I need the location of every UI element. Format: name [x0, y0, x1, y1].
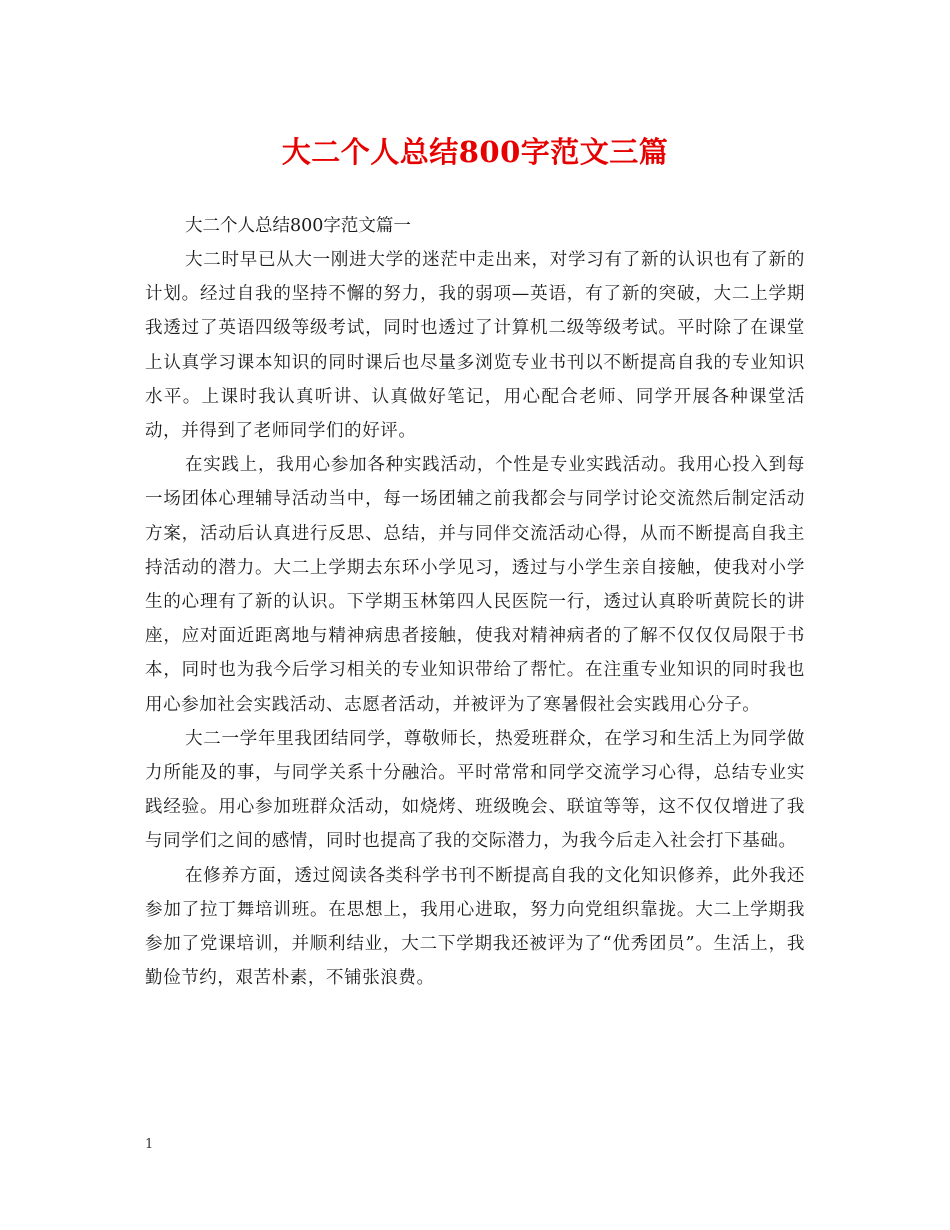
section-heading: 大二个人总结800字范文篇一: [185, 216, 411, 236]
paragraph: 在修养方面，透过阅读各类科学书刊不断提高自我的文化知识修养，此外我还参加了拉丁舞培训班。在思想上，我用心进取，努力向党组织靠拢。大二上学期我参加了党课培训，并顺利结业，大二下学期我还被评为了“优秀团员”。生活上，我勤俭节约，艰苦朴素，不铺张浪费。: [145, 865, 805, 989]
paragraph: 在实践上，我用心参加各种实践活动，个性是专业实践活动。我用心投入到每一场团体心理辅导活动当中，每一场团辅之前我都会与同学讨论交流然后制定活动方案，活动后认真进行反思、总结，并与同伴交流活动心得，从而不断提高自我主持活动的潜力。大二上学期去东环小学见习，透过与小学生亲自接触，使我对小学生的心理有了新的认识。下学期玉林第四人民医院一行，透过认真聆听黄院长的讲座，应对面近距离地与精神病患者接触，使我对精神病者的了解不仅仅仅局限于书本，同时也为我今后学习相关的专业知识带给了帮忙。在注重专业知识的同时我也用心参加社会实践活动、志愿者活动，并被评为了寒暑假社会实践用心分子。: [145, 455, 805, 715]
document-body: [145, 210, 805, 995]
document-title: 大二个人总结800字范文三篇: [281, 135, 669, 169]
page-number: 1: [145, 1137, 154, 1152]
paragraph: 大二时早已从大一刚进大学的迷茫中走出来，对学习有了新的认识也有了新的计划。经过自我的坚持不懈的努力，我的弱项—英语，有了新的突破，大二上学期我透过了英语四级等级考试，同时也透过了计算机二级等级考试。平时除了在课堂上认真学习课本知识的同时课后也尽量多浏览专业书刊以不断提高自我的专业知识水平。上课时我认真听讲、认真做好笔记，用心配合老师、同学开展各种课堂活动，并得到了老师同学们的好评。: [145, 250, 805, 442]
paragraph: 大二一学年里我团结同学，尊敬师长，热爱班群众，在学习和生活上为同学做力所能及的事，与同学关系十分融洽。平时常常和同学交流学习心得，总结专业实践经验。用心参加班群众活动，如烧烤、班级晚会、联谊等等，这不仅仅增进了我与同学们之间的感情，同时也提高了我的交际潜力，为我今后走入社会打下基础。: [145, 728, 805, 852]
